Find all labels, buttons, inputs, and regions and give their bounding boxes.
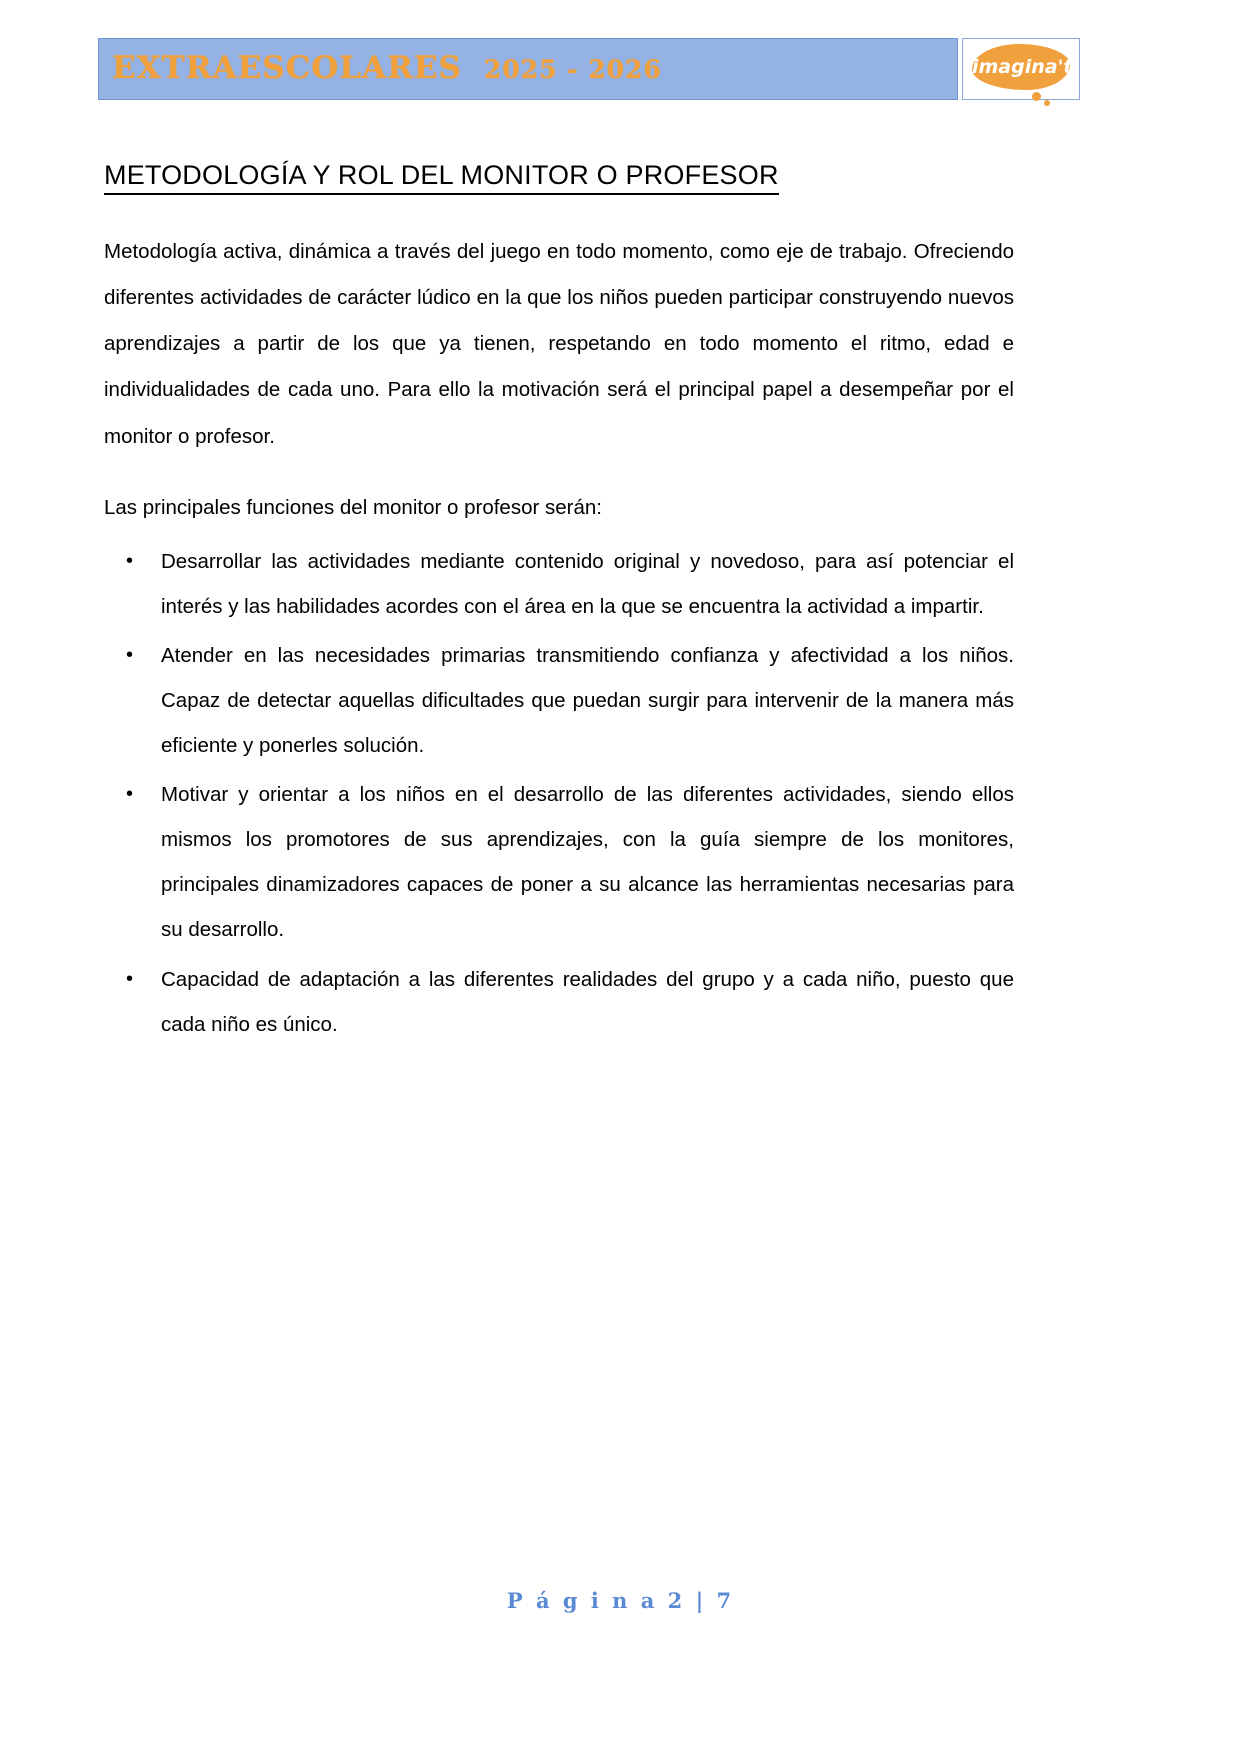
list-item: • Atender en las necesidades primarias transmitiendo confianza y afectividad a los niños. Capaz de detectar aquellas dificultades que puedan surgir para intervenir de la manera más eficiente y ponerles solución.	[104, 633, 1014, 768]
logo-dot-small-icon	[1044, 100, 1050, 106]
list-item: • Desarrollar las actividades mediante contenido original y novedoso, para así potenciar el interés y las habilidades acordes con el área en la que se encuentra la actividad a impartir.	[104, 539, 1014, 629]
page-header	[0, 38, 1241, 100]
list-item: • Motivar y orientar a los niños en el desarrollo de las diferentes actividades, siendo ellos mismos los promotores de sus aprendizajes, con la guía siempre de los monitores, principales dinamizadores capaces de poner a su alcance las herramientas necesarias para su desarrollo.	[104, 772, 1014, 952]
functions-list	[104, 539, 1014, 1047]
header-years-text: 2025 - 2026	[483, 55, 662, 84]
page-title: METODOLOGÍA Y ROL DEL MONITOR O PROFESOR	[104, 160, 779, 195]
intro-paragraph: Metodología activa, dinámica a través del juego en todo momento, como eje de trabajo. Ofreciendo diferentes actividades de carácter lúdico en la que los niños pueden participar construyendo nuevos aprendizajes a partir de los que ya tienen, respetando en todo momento el ritmo, edad e individualidades de cada uno. Para ello la motivación será el principal papel a desempeñar por el monitor o profesor.	[104, 240, 1014, 448]
header-title-text: EXTRAESCOLARES	[112, 50, 462, 86]
page-footer: P á g i n a 2 | 7	[506, 1588, 735, 1613]
list-item: • Capacidad de adaptación a las diferentes realidades del grupo y a cada niño, puesto que cada niño es único.	[104, 957, 1014, 1047]
logo-dot-large-icon	[1032, 92, 1041, 101]
logo-text: imagina't	[972, 56, 1073, 78]
header-title	[112, 50, 662, 86]
document-content	[104, 160, 1014, 1051]
list-lead-text: Las principales funciones del monitor o profesor serán:	[104, 495, 602, 519]
